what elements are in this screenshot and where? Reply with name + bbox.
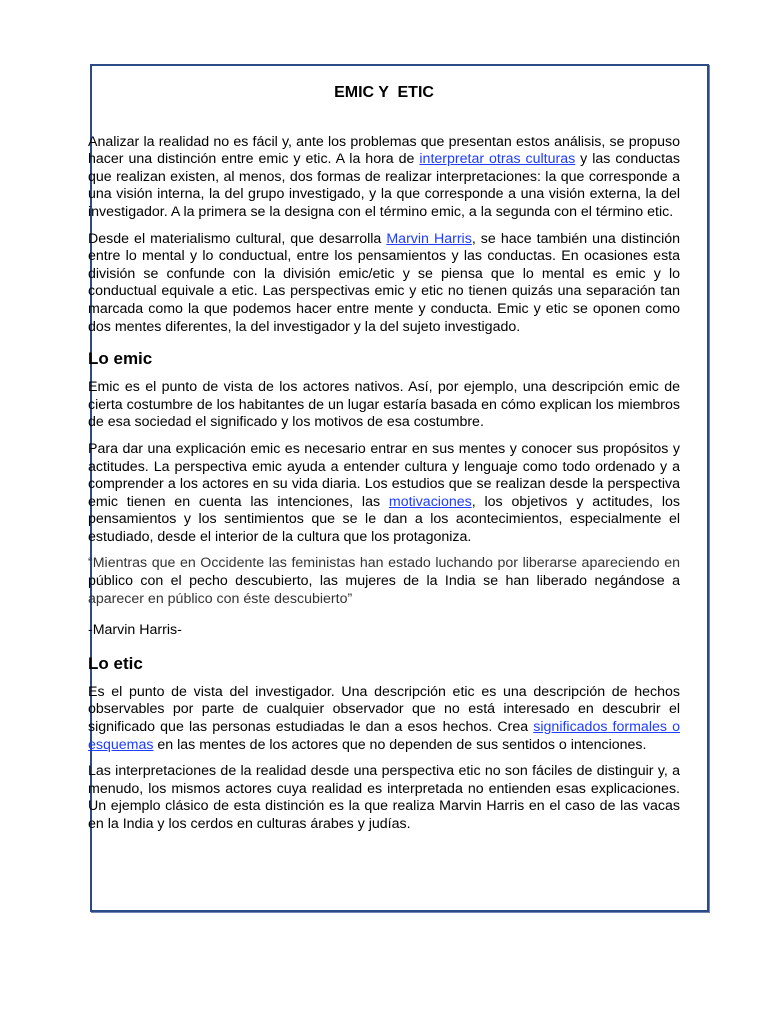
link-motivaciones[interactable]: motivaciones <box>388 493 472 510</box>
heading-lo-emic: Lo emic <box>88 349 153 369</box>
document-title: EMIC Y ETIC <box>334 84 434 101</box>
paragraph-text: Analizar la realidad no es fácil y, ante los problemas que presentan estos análisis, se propuso hacer una distinción entre emic y etic. A la hora de <box>88 133 680 168</box>
document-body <box>88 84 680 843</box>
quote-attribution: -Marvin Harris- <box>88 622 182 639</box>
quote-line: aparecer en público con éste descubierto” <box>88 590 353 607</box>
paragraph-text: Es el punto de vista del investigador. Una descripción etic es una descripción de hechos observables por parte de cualquier observador que no está interesado en descubrir el significado que las personas estudiadas le dan a esos hechos. Crea <box>88 683 680 736</box>
harris-quote <box>88 555 680 608</box>
paragraph-emic-explanation <box>88 441 680 547</box>
quote-line: “Mientras que en Occidente las feministas han estado luchando por liberarse apareciendo en <box>88 555 680 572</box>
paragraph-text: en las mentes de los actores que no dependen de sus sentidos o intenciones. <box>153 736 647 753</box>
paragraph-text: Para dar una explicación emic es necesario entrar en sus mentes y conocer sus propósitos y actitudes. La perspectiva emic ayuda a entender cultura y lenguaje como todo ordenado y a comprender a los actores en su vida diaria. Los estudios que se realizan desde la perspectiva emic tienen en cuenta las intenciones, las <box>88 440 680 510</box>
paragraph-intro <box>88 134 680 222</box>
paragraph-materialismo <box>88 231 680 337</box>
paragraph-text: Desde el materialismo cultural, que desarrolla <box>88 230 387 247</box>
paragraph-etic-example: Las interpretaciones de la realidad desde una perspectiva etic no son fáciles de distinguir y, a menudo, los mismos actores cuya realidad es interpretada no entienden esas explicaciones. Un ejemplo clásico de esta distinción es la que realiza Marvin Harris en el caso de las vacas en la India y los cerdos en culturas árabes y judías. <box>88 763 680 832</box>
paragraph-text: , los objetivos y actitudes, los pensamientos y los sentimientos que se le dan a los acontecimientos, especialmente el estudiado, desde el interior de la cultura que los protagoniza. <box>88 493 680 545</box>
paragraph-etic-definition <box>88 684 680 754</box>
heading-lo-etic: Lo etic <box>88 653 143 673</box>
paragraph-text: y las conductas que realizan existen, al menos, dos formas de realizar interpretaciones: la que corresponde a una visión interna, la del grupo investigado, y la que corresponde a una visión externa, la del investigador. A la primera se la designa con el término emic, a la segunda con el término etic. <box>88 151 681 220</box>
paragraph-text: , se hace también una distinción entre lo mental y lo conductual, entre los pensamientos y las conductas. En ocasiones esta división se confunde con la división emic/etic y se piensa que lo mental es emic y lo conductual equivale a etic. Las perspectivas emic y etic no tienen quizás una separación tan marcada como la que podemos hacer entre mente y conducta. Emic y etic se oponen como dos mentes diferentes, la del investigador y la del sujeto investigado. <box>88 230 680 335</box>
link-significados-formales[interactable]: significados formales o esquemas <box>88 719 680 753</box>
paragraph-emic-definition: Emic es el punto de vista de los actores nativos. Así, por ejemplo, una descripción emic de cierta costumbre de los habitantes de un lugar estaría basada en cómo explican los miembros de esa sociedad el significado y los motivos de esa costumbre. <box>88 379 680 431</box>
link-interpretar-otras-culturas[interactable]: interpretar otras culturas <box>419 151 576 168</box>
quote-line: público con el pecho descubierto, las mujeres de la India se han liberado negándose a <box>88 573 680 590</box>
link-marvin-harris[interactable]: Marvin Harris <box>386 230 472 247</box>
